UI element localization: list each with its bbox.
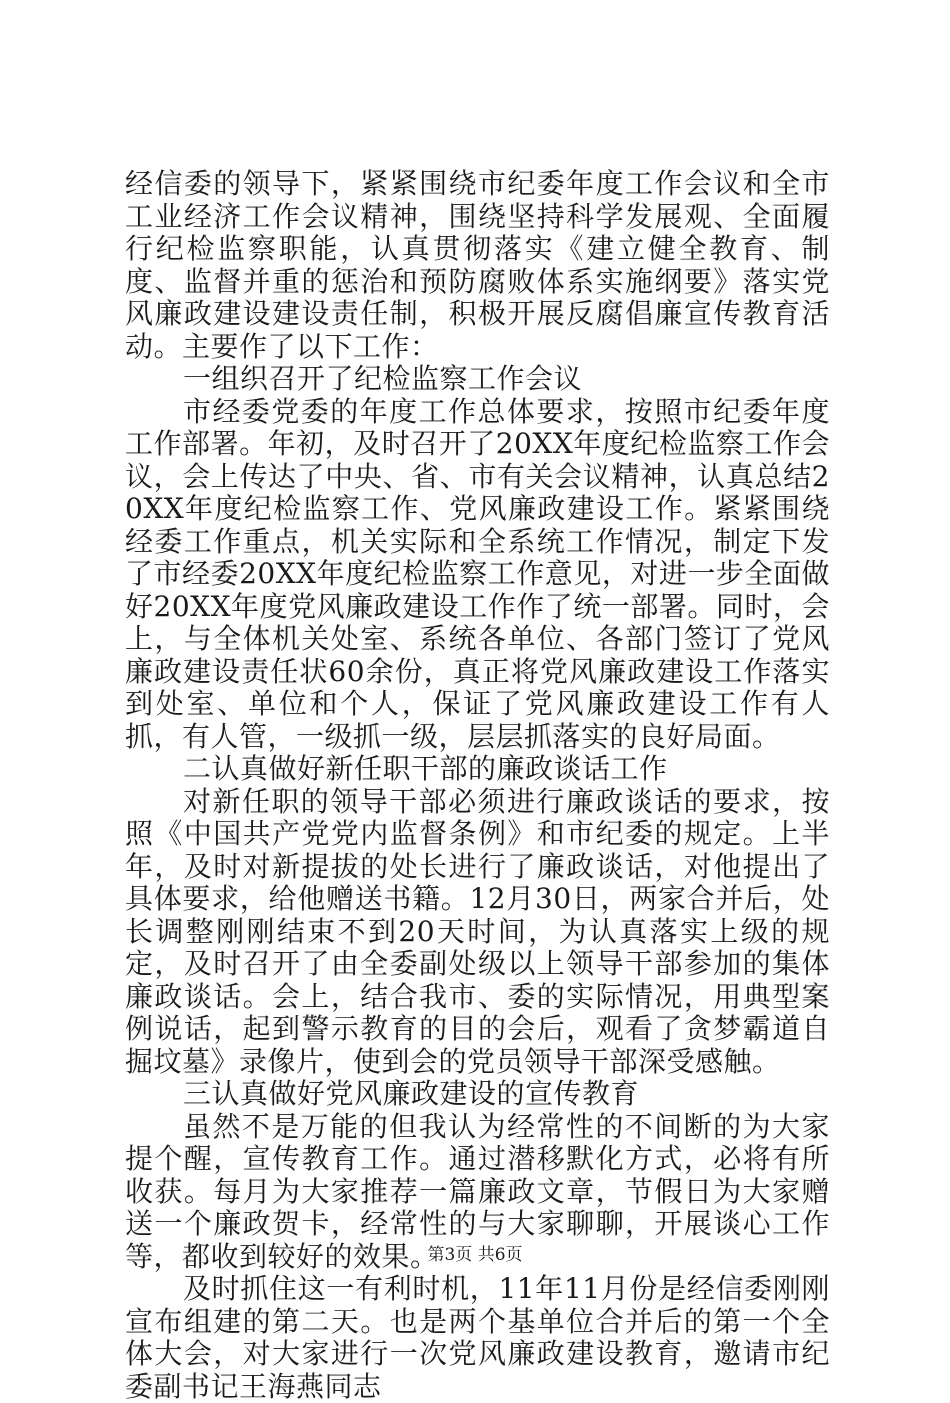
section-heading-2: 二认真做好新任职干部的廉政谈话工作 bbox=[183, 752, 668, 785]
paragraph-continuation: 经信委的领导下，紧紧围绕市纪委年度工作会议和全市工业经济工作会议精神，围绕坚持科学发展观、全面履行纪检监察职能，认真贯彻落实《建立健全教育、制度、监督并重的惩治和预防腐败体系实施纲要》落实党风廉政建设建设责任制，积极开展反腐倡廉宣传教育活动。主要作了以下工作： bbox=[125, 167, 830, 363]
page-number-label: 第3页 共6页 bbox=[427, 1245, 523, 1265]
paragraph-body: 对新任职的领导干部必须进行廉政谈话的要求，按照《中国共产党党内监督条例》和市纪委的规定。上半年，及时对新提拔的处长进行了廉政谈话，对他提出了具体要求，给他赠送书籍。12月30日，两家合并后，处长调整刚刚结束不到20天时间，为认真落实上级的规定，及时召开了由全委副处级以上领导干部参加的集体廉政谈话。会上，结合我市、委的实际情况，用典型案例说话，起到警示教育的目的会后，观看了贪梦霸道自掘坟墓》录像片，使到会的党员领导干部深受感触。 bbox=[125, 784, 830, 1078]
section-heading-3: 三认真做好党风廉政建设的宣传教育 bbox=[183, 1077, 640, 1110]
paragraph-body: 及时抓住这一有利时机，11年11月份是经信委刚刚宣布组建的第二天。也是两个基单位合并后的第一个全体大会，对大家进行一次党风廉政建设教育，邀请市纪委副书记王海燕同志 bbox=[125, 1272, 830, 1403]
page-footer bbox=[0, 1244, 950, 1266]
paragraph-body: 市经委党委的年度工作总体要求，按照市纪委年度工作部署。年初，及时召开了20XX年度纪检监察工作会议，会上传达了中央、省、市有关会议精神，认真总结20XX年度纪检监察工作、党风廉政建设工作。紧紧围绕经委工作重点，机关实际和全系统工作情况，制定下发了市经委20XX年度纪检监察工作意见，对进一步全面做好20XX年度党风廉政建设工作作了统一部署。同时，会上，与全体机关处室、系统各单位、各部门签订了党风廉政建设责任状60余份，真正将党风廉政建设工作落实到处室、单位和个人，保证了党风廉政建设工作有人抓，有人管，一级抓一级，层层抓落实的良好局面。 bbox=[125, 394, 830, 753]
section-heading-1: 一组织召开了纪检监察工作会议 bbox=[183, 362, 583, 395]
document-body bbox=[125, 168, 830, 1403]
paragraph-body: 虽然不是万能的但我认为经常性的不间断的为大家提个醒，宣传教育工作。通过潜移默化方式，必将有所收获。每月为大家推荐一篇廉政文章，节假日为大家赠送一个廉政贺卡，经常性的与大家聊聊，开展谈心工作等，都收到较好的效果。 bbox=[125, 1109, 830, 1273]
